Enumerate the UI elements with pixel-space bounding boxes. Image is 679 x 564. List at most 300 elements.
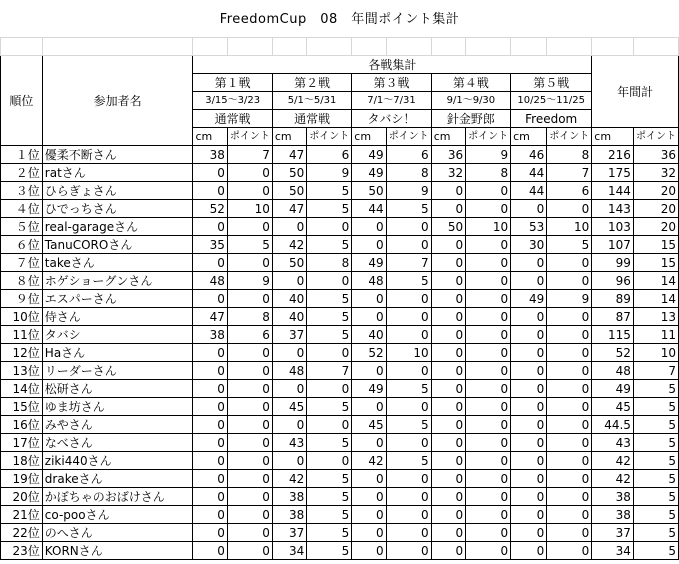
unit-point-label: ポイント — [466, 128, 511, 146]
event-point-cell: 0 — [547, 308, 592, 326]
participant-name-cell: KORNさん — [42, 542, 193, 560]
event-cm-cell: 0 — [431, 290, 465, 308]
event-point-cell: 0 — [386, 290, 431, 308]
total-point-cell: 5 — [633, 488, 678, 506]
event-cm-cell: 0 — [352, 290, 386, 308]
event-cm-cell: 0 — [431, 272, 465, 290]
event-cm-cell: 43 — [272, 434, 306, 452]
total-cm-cell: 42 — [592, 470, 634, 488]
total-cm-cell: 107 — [592, 236, 634, 254]
rank-cell: ２位 — [1, 164, 43, 182]
rank-cell: 16位 — [1, 416, 43, 434]
total-cm-cell: 99 — [592, 254, 634, 272]
participant-name-cell: ひでっちさん — [42, 200, 193, 218]
event-cm-cell: 37 — [272, 326, 306, 344]
event-point-cell: 5 — [386, 380, 431, 398]
event-cm-cell: 0 — [511, 488, 547, 506]
event-point-cell: 0 — [227, 488, 272, 506]
event-cm-cell: 48 — [193, 272, 227, 290]
event-point-cell: 0 — [466, 236, 511, 254]
table-row — [1, 362, 679, 380]
event-point-cell: 0 — [307, 452, 352, 470]
event-cm-cell: 0 — [511, 506, 547, 524]
total-cm-cell: 115 — [592, 326, 634, 344]
event-cm-cell: 0 — [511, 398, 547, 416]
event-point-cell: 0 — [466, 524, 511, 542]
event-point-cell: 5 — [307, 470, 352, 488]
event-point-cell: 0 — [466, 488, 511, 506]
table-row — [1, 200, 679, 218]
event-point-cell: 8 — [307, 254, 352, 272]
event-cm-cell: 0 — [431, 542, 465, 560]
event-cm-cell: 0 — [431, 488, 465, 506]
event-cm-cell: 52 — [193, 200, 227, 218]
event-cm-cell: 0 — [431, 344, 465, 362]
event-cm-cell: 0 — [511, 272, 547, 290]
event-point-cell: 0 — [547, 434, 592, 452]
participant-name-cell: ziki440さん — [42, 452, 193, 470]
event-cm-cell: 47 — [193, 308, 227, 326]
header-row-group — [1, 56, 679, 74]
event-cm-cell: 0 — [272, 452, 306, 470]
total-cm-cell: 175 — [592, 164, 634, 182]
event-point-cell: 0 — [227, 218, 272, 236]
event-point-cell: 0 — [547, 398, 592, 416]
rank-cell: 11位 — [1, 326, 43, 344]
table-row — [1, 434, 679, 452]
event-point-cell: 0 — [227, 380, 272, 398]
event-cm-cell: 50 — [272, 254, 306, 272]
event-cm-cell: 0 — [193, 506, 227, 524]
event-cm-cell: 38 — [272, 506, 306, 524]
event-point-cell: 0 — [227, 416, 272, 434]
table-row — [1, 290, 679, 308]
event-point-cell: 0 — [227, 434, 272, 452]
event-point-cell: 0 — [227, 398, 272, 416]
total-point-cell: 7 — [633, 362, 678, 380]
event-cm-cell: 0 — [511, 452, 547, 470]
total-cm-cell: 144 — [592, 182, 634, 200]
event-cm-cell: 0 — [193, 398, 227, 416]
total-point-cell: 15 — [633, 236, 678, 254]
total-cm-cell: 38 — [592, 506, 634, 524]
total-point-cell: 15 — [633, 254, 678, 272]
event-cm-cell: 0 — [193, 290, 227, 308]
total-cm-cell: 52 — [592, 344, 634, 362]
total-point-cell: 36 — [633, 146, 678, 164]
event-cm-cell: 0 — [431, 254, 465, 272]
participant-name-cell: takeさん — [42, 254, 193, 272]
event-theme: 通常戦 — [193, 110, 272, 128]
event-cm-cell: 0 — [272, 416, 306, 434]
event-point-cell: 0 — [386, 218, 431, 236]
event-cm-cell: 0 — [511, 434, 547, 452]
event-point-cell: 5 — [307, 506, 352, 524]
event-point-cell: 0 — [386, 506, 431, 524]
event-cm-cell: 38 — [193, 146, 227, 164]
event-cm-cell: 0 — [193, 362, 227, 380]
event-cm-cell: 0 — [431, 236, 465, 254]
event-cm-cell: 47 — [272, 200, 306, 218]
event-cm-cell: 0 — [193, 182, 227, 200]
event-point-cell: 0 — [466, 434, 511, 452]
rank-cell: 20位 — [1, 488, 43, 506]
participant-name-cell: 松研さん — [42, 380, 193, 398]
event-point-cell: 5 — [307, 236, 352, 254]
total-point-cell: 14 — [633, 272, 678, 290]
event-point-cell: 7 — [547, 164, 592, 182]
rank-cell: 19位 — [1, 470, 43, 488]
total-cm-cell: 44.5 — [592, 416, 634, 434]
event-name: 第３戦 — [352, 74, 431, 92]
event-point-cell: 5 — [307, 290, 352, 308]
event-cm-cell: 0 — [193, 218, 227, 236]
unit-cm-label: cm — [511, 128, 547, 146]
unit-point-label: ポイント — [227, 128, 272, 146]
event-cm-cell: 38 — [193, 326, 227, 344]
event-point-cell: 0 — [227, 506, 272, 524]
event-cm-cell: 0 — [431, 308, 465, 326]
event-point-cell: 0 — [466, 506, 511, 524]
event-point-cell: 10 — [466, 218, 511, 236]
rank-column-header: 順位 — [1, 56, 43, 146]
event-cm-cell: 50 — [352, 182, 386, 200]
event-point-cell: 6 — [386, 146, 431, 164]
event-point-cell: 8 — [386, 164, 431, 182]
event-point-cell: 0 — [466, 380, 511, 398]
event-cm-cell: 0 — [431, 398, 465, 416]
rank-cell: 10位 — [1, 308, 43, 326]
event-point-cell: 0 — [227, 542, 272, 560]
table-row — [1, 326, 679, 344]
event-cm-cell: 0 — [352, 524, 386, 542]
event-cm-cell: 0 — [511, 362, 547, 380]
event-point-cell: 0 — [466, 290, 511, 308]
event-cm-cell: 0 — [193, 254, 227, 272]
event-dates: 5/1～5/31 — [272, 92, 351, 110]
event-cm-cell: 0 — [431, 434, 465, 452]
unit-cm-label: cm — [431, 128, 465, 146]
event-point-cell: 0 — [466, 200, 511, 218]
event-point-cell: 6 — [227, 326, 272, 344]
total-cm-cell: 43 — [592, 434, 634, 452]
event-point-cell: 0 — [466, 326, 511, 344]
event-dates: 7/1～7/31 — [352, 92, 431, 110]
event-cm-cell: 0 — [193, 416, 227, 434]
event-point-cell: 5 — [547, 236, 592, 254]
rank-cell: 17位 — [1, 434, 43, 452]
event-point-cell: 0 — [227, 362, 272, 380]
event-point-cell: 6 — [547, 182, 592, 200]
event-point-cell: 0 — [547, 524, 592, 542]
total-cm-cell: 38 — [592, 488, 634, 506]
event-point-cell: 0 — [466, 398, 511, 416]
total-cm-cell: 48 — [592, 362, 634, 380]
event-cm-cell: 49 — [352, 146, 386, 164]
event-cm-cell: 0 — [272, 380, 306, 398]
event-cm-cell: 0 — [511, 542, 547, 560]
event-point-cell: 0 — [307, 416, 352, 434]
participant-name-cell: リーダーさん — [42, 362, 193, 380]
total-point-cell: 5 — [633, 524, 678, 542]
event-cm-cell: 0 — [193, 452, 227, 470]
event-cm-cell: 0 — [193, 434, 227, 452]
event-point-cell: 5 — [307, 488, 352, 506]
event-cm-cell: 47 — [272, 146, 306, 164]
event-point-cell: 0 — [547, 326, 592, 344]
event-cm-cell: 50 — [431, 218, 465, 236]
event-cm-cell: 48 — [352, 272, 386, 290]
table-row — [1, 416, 679, 434]
unit-cm-label: cm — [193, 128, 227, 146]
event-cm-cell: 0 — [431, 200, 465, 218]
rank-cell: 21位 — [1, 506, 43, 524]
event-cm-cell: 49 — [352, 380, 386, 398]
event-cm-cell: 42 — [272, 236, 306, 254]
total-point-cell: 13 — [633, 308, 678, 326]
total-cm-cell: 216 — [592, 146, 634, 164]
event-point-cell: 0 — [227, 452, 272, 470]
unit-point-label: ポイント — [307, 128, 352, 146]
table-row — [1, 344, 679, 362]
event-cm-cell: 49 — [352, 164, 386, 182]
event-cm-cell: 53 — [511, 218, 547, 236]
event-cm-cell: 0 — [193, 470, 227, 488]
event-point-cell: 0 — [547, 506, 592, 524]
total-cm-cell: 49 — [592, 380, 634, 398]
event-point-cell: 0 — [386, 398, 431, 416]
table-row — [1, 506, 679, 524]
event-cm-cell: 0 — [272, 272, 306, 290]
event-point-cell: 0 — [386, 308, 431, 326]
event-point-cell: 10 — [386, 344, 431, 362]
event-point-cell: 0 — [386, 326, 431, 344]
participant-name-cell: かぼちゃのおばけさん — [42, 488, 193, 506]
event-point-cell: 5 — [386, 416, 431, 434]
event-theme: 針金野郎 — [431, 110, 510, 128]
rank-cell: ５位 — [1, 218, 43, 236]
event-point-cell: 0 — [227, 164, 272, 182]
total-point-cell: 5 — [633, 470, 678, 488]
event-point-cell: 5 — [307, 326, 352, 344]
total-point-cell: 5 — [633, 380, 678, 398]
event-point-cell: 6 — [307, 146, 352, 164]
ranking-table — [0, 37, 679, 560]
event-cm-cell: 35 — [193, 236, 227, 254]
event-point-cell: 10 — [227, 200, 272, 218]
event-point-cell: 0 — [547, 200, 592, 218]
event-cm-cell: 0 — [352, 398, 386, 416]
event-point-cell: 0 — [227, 470, 272, 488]
event-dates: 10/25～11/25 — [511, 92, 592, 110]
total-cm-cell: 89 — [592, 290, 634, 308]
total-cm-cell: 96 — [592, 272, 634, 290]
event-point-cell: 0 — [307, 272, 352, 290]
total-point-cell: 10 — [633, 344, 678, 362]
event-cm-cell: 49 — [511, 290, 547, 308]
event-point-cell: 0 — [547, 362, 592, 380]
event-cm-cell: 0 — [511, 380, 547, 398]
table-row — [1, 272, 679, 290]
event-point-cell: 0 — [466, 542, 511, 560]
rank-cell: １位 — [1, 146, 43, 164]
event-cm-cell: 0 — [352, 236, 386, 254]
rank-cell: 15位 — [1, 398, 43, 416]
event-point-cell: 0 — [547, 272, 592, 290]
event-point-cell: 0 — [386, 362, 431, 380]
event-point-cell: 5 — [307, 434, 352, 452]
event-point-cell: 0 — [386, 542, 431, 560]
table-row — [1, 470, 679, 488]
event-cm-cell: 0 — [511, 416, 547, 434]
event-point-cell: 0 — [466, 452, 511, 470]
event-cm-cell: 0 — [431, 416, 465, 434]
total-point-cell: 20 — [633, 218, 678, 236]
unit-cm-label: cm — [592, 128, 634, 146]
event-point-cell: 0 — [386, 470, 431, 488]
event-point-cell: 5 — [307, 524, 352, 542]
event-point-cell: 8 — [466, 164, 511, 182]
total-point-cell: 20 — [633, 200, 678, 218]
total-point-cell: 14 — [633, 290, 678, 308]
event-cm-cell: 52 — [352, 344, 386, 362]
event-point-cell: 0 — [227, 344, 272, 362]
event-cm-cell: 0 — [352, 488, 386, 506]
event-cm-cell: 0 — [431, 380, 465, 398]
event-dates: 9/1～9/30 — [431, 92, 510, 110]
event-cm-cell: 0 — [511, 200, 547, 218]
event-cm-cell: 45 — [352, 416, 386, 434]
rank-cell: ４位 — [1, 200, 43, 218]
total-point-cell: 5 — [633, 416, 678, 434]
rank-cell: 12位 — [1, 344, 43, 362]
event-name: 第１戦 — [193, 74, 272, 92]
event-point-cell: 0 — [307, 380, 352, 398]
event-cm-cell: 0 — [193, 380, 227, 398]
participant-name-cell: drakeさん — [42, 470, 193, 488]
event-cm-cell: 0 — [431, 524, 465, 542]
event-name: 第５戦 — [511, 74, 592, 92]
event-cm-cell: 0 — [431, 182, 465, 200]
participant-name-cell: タバシ — [42, 326, 193, 344]
event-cm-cell: 46 — [511, 146, 547, 164]
total-point-cell: 20 — [633, 182, 678, 200]
event-point-cell: 5 — [386, 272, 431, 290]
event-point-cell: 0 — [227, 524, 272, 542]
participant-name-cell: TanuCOROさん — [42, 236, 193, 254]
event-cm-cell: 48 — [272, 362, 306, 380]
rank-cell: ８位 — [1, 272, 43, 290]
event-cm-cell: 0 — [352, 434, 386, 452]
table-row — [1, 380, 679, 398]
event-name: 第４戦 — [431, 74, 510, 92]
event-cm-cell: 0 — [431, 362, 465, 380]
event-point-cell: 0 — [386, 236, 431, 254]
participant-name-cell: のへさん — [42, 524, 193, 542]
event-point-cell: 0 — [466, 344, 511, 362]
event-cm-cell: 0 — [272, 344, 306, 362]
event-cm-cell: 30 — [511, 236, 547, 254]
unit-cm-label: cm — [272, 128, 306, 146]
event-point-cell: 0 — [466, 362, 511, 380]
event-cm-cell: 40 — [272, 308, 306, 326]
event-cm-cell: 44 — [511, 164, 547, 182]
event-cm-cell: 42 — [272, 470, 306, 488]
unit-cm-label: cm — [352, 128, 386, 146]
event-point-cell: 0 — [547, 380, 592, 398]
total-point-cell: 5 — [633, 398, 678, 416]
event-point-cell: 0 — [547, 254, 592, 272]
event-cm-cell: 0 — [511, 524, 547, 542]
event-cm-cell: 49 — [352, 254, 386, 272]
rank-cell: ９位 — [1, 290, 43, 308]
blank-row — [1, 38, 679, 56]
event-cm-cell: 0 — [193, 488, 227, 506]
participant-name-cell: real-garageさん — [42, 218, 193, 236]
event-cm-cell: 0 — [431, 452, 465, 470]
total-point-cell: 5 — [633, 506, 678, 524]
event-point-cell: 0 — [547, 344, 592, 362]
event-cm-cell: 0 — [431, 506, 465, 524]
event-point-cell: 9 — [307, 164, 352, 182]
event-point-cell: 0 — [547, 542, 592, 560]
participant-name-cell: co-pooさん — [42, 506, 193, 524]
event-point-cell: 0 — [227, 254, 272, 272]
total-point-cell: 5 — [633, 434, 678, 452]
event-cm-cell: 45 — [272, 398, 306, 416]
event-cm-cell: 0 — [431, 326, 465, 344]
event-point-cell: 8 — [547, 146, 592, 164]
event-point-cell: 5 — [307, 308, 352, 326]
table-row — [1, 308, 679, 326]
group-header: 各戦集計 — [193, 56, 592, 74]
event-cm-cell: 38 — [272, 488, 306, 506]
event-cm-cell: 0 — [352, 362, 386, 380]
event-cm-cell: 40 — [272, 290, 306, 308]
event-point-cell: 0 — [386, 488, 431, 506]
event-cm-cell: 0 — [272, 218, 306, 236]
event-point-cell: 0 — [466, 470, 511, 488]
total-cm-cell: 34 — [592, 542, 634, 560]
table-row — [1, 146, 679, 164]
total-cm-cell: 143 — [592, 200, 634, 218]
rank-cell: ６位 — [1, 236, 43, 254]
event-cm-cell: 50 — [272, 182, 306, 200]
event-point-cell: 0 — [547, 488, 592, 506]
event-point-cell: 9 — [227, 272, 272, 290]
rank-cell: 23位 — [1, 542, 43, 560]
event-point-cell: 7 — [386, 254, 431, 272]
unit-point-label: ポイント — [547, 128, 592, 146]
event-theme: 通常戦 — [272, 110, 351, 128]
event-cm-cell: 0 — [511, 470, 547, 488]
event-point-cell: 9 — [466, 146, 511, 164]
event-point-cell: 10 — [547, 218, 592, 236]
total-cm-cell: 37 — [592, 524, 634, 542]
event-point-cell: 9 — [547, 290, 592, 308]
event-point-cell: 9 — [386, 182, 431, 200]
unit-point-label: ポイント — [386, 128, 431, 146]
total-cm-cell: 103 — [592, 218, 634, 236]
event-cm-cell: 40 — [352, 326, 386, 344]
event-cm-cell: 32 — [431, 164, 465, 182]
table-row — [1, 398, 679, 416]
event-point-cell: 0 — [227, 182, 272, 200]
event-cm-cell: 0 — [352, 218, 386, 236]
event-point-cell: 0 — [547, 470, 592, 488]
event-point-cell: 8 — [227, 308, 272, 326]
total-cm-cell: 42 — [592, 452, 634, 470]
